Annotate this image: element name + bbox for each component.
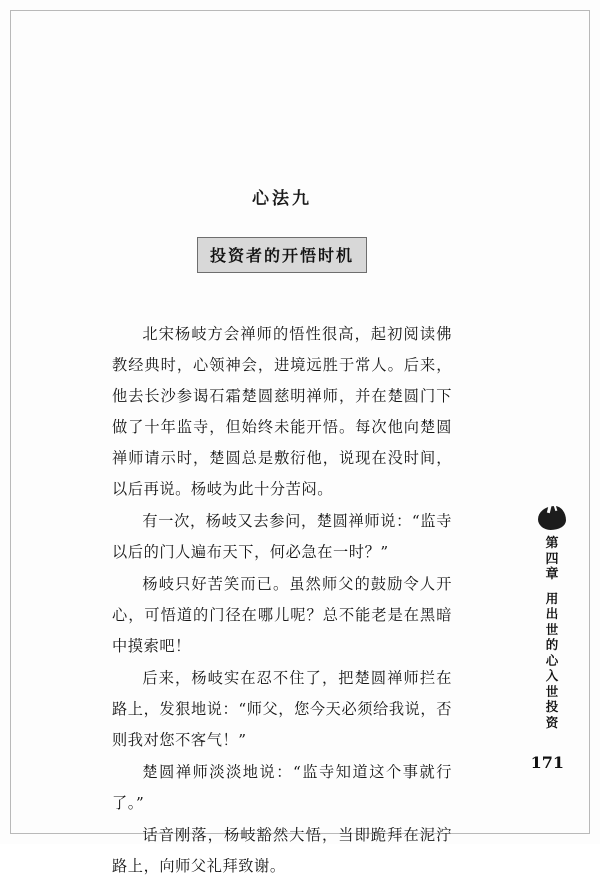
body-paragraph: 杨岐只好苦笑而已。虽然师父的鼓励令人开心，可悟道的门径在哪儿呢？总不能老是在黑暗中摸索吧！	[112, 575, 452, 655]
page-number: 171	[530, 753, 564, 772]
body-paragraph: 北宋杨岐方会禅师的悟性很高，起初阅读佛教经典时，心领神会，进境远胜于常人。后来，他去长沙参谒石霜楚圆慈明禅师，并在楚圆门下做了十年监寺，但始终未能开悟。每次他向楚圆禅师请示时，楚圆总是敷衍他，说现在没时间，以后再说。杨岐为此十分苦闷。	[112, 325, 452, 498]
side-label-char: 出	[545, 606, 559, 621]
side-chapter-char: 四	[545, 551, 559, 567]
section-heading-wrapper	[112, 237, 452, 273]
section-heading: 投资者的开悟时机	[197, 237, 367, 273]
side-label-char: 用	[545, 590, 559, 606]
page-content	[112, 184, 452, 883]
body-paragraph: 后来，杨岐实在忍不住了，把楚圆禅师拦在路上，发狠地说：“师父，您今天必须给我说，否则我对您不客气！”	[112, 669, 452, 749]
body-paragraph: 话音刚落，杨岐豁然大悟，当即跪拜在泥泞路上，向师父礼拜致谢。	[112, 826, 452, 875]
side-label-char: 世	[545, 683, 559, 699]
side-label-char: 世	[545, 621, 559, 637]
side-chapter-tab	[534, 500, 570, 730]
body-paragraph: 有一次，杨岐又去参问，楚圆禅师说：“监寺以后的门人遍布天下，何必急在一时？”	[112, 512, 452, 561]
side-label-char: 入	[545, 668, 559, 683]
ink-blob-icon	[535, 500, 569, 534]
side-label-char: 心	[545, 652, 559, 668]
side-label-char: 资	[545, 714, 559, 730]
side-chapter-label	[534, 591, 570, 731]
side-label-char: 的	[545, 637, 559, 652]
body-paragraph: 楚圆禅师淡淡地说：“监寺知道这个事就行了。”	[112, 763, 452, 812]
side-label-char: 投	[545, 699, 559, 714]
side-chapter-char: 第	[545, 536, 559, 551]
chapter-title: 心法九	[252, 189, 312, 209]
side-chapter-marker	[534, 536, 570, 583]
side-chapter-char: 章	[545, 567, 559, 582]
